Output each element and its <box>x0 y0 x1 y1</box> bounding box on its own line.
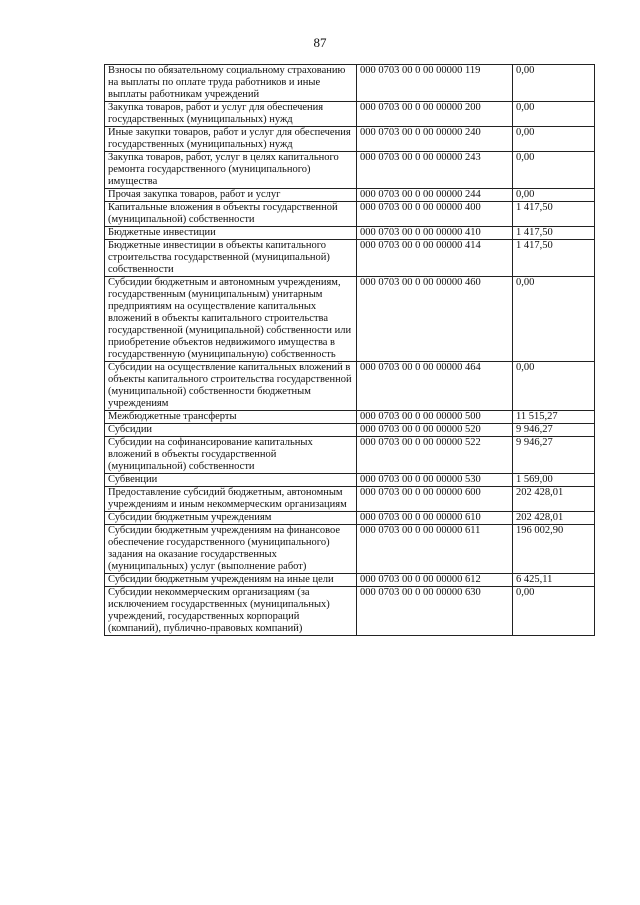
row-name: Бюджетные инвестиции в объекты капитального строительства государственной (муниципальной) собственности <box>105 240 357 277</box>
row-name: Субсидии бюджетным учреждениям на иные цели <box>105 574 357 587</box>
table-row <box>105 587 595 636</box>
row-amount: 0,00 <box>513 362 595 411</box>
table-row <box>105 424 595 437</box>
row-name: Субсидии на осуществление капитальных вложений в объекты капитального строительства государственной (муниципальной) собственности бюджетным учреждениям <box>105 362 357 411</box>
row-code: 000 0703 00 0 00 00000 244 <box>357 189 513 202</box>
table-row <box>105 474 595 487</box>
row-amount: 202 428,01 <box>513 487 595 512</box>
page-number: 87 <box>313 35 327 50</box>
row-code: 000 0703 00 0 00 00000 530 <box>357 474 513 487</box>
table-row <box>105 277 595 362</box>
row-amount: 1 569,00 <box>513 474 595 487</box>
table-row <box>105 65 595 102</box>
table-row <box>105 202 595 227</box>
table-row <box>105 189 595 202</box>
row-code: 000 0703 00 0 00 00000 414 <box>357 240 513 277</box>
row-name: Прочая закупка товаров, работ и услуг <box>105 189 357 202</box>
row-code: 000 0703 00 0 00 00000 460 <box>357 277 513 362</box>
row-name: Бюджетные инвестиции <box>105 227 357 240</box>
row-amount: 1 417,50 <box>513 240 595 277</box>
row-code: 000 0703 00 0 00 00000 240 <box>357 127 513 152</box>
row-name: Субсидии бюджетным и автономным учреждениям, государственным (муниципальным) унитарным предприятиям на осуществление капитальных вложений в объекты капитального строительства государственной (муниципальной) собственности или приобретение объектов недвижимого имущества в государственную (муниципальную) собственность <box>105 277 357 362</box>
table-row <box>105 227 595 240</box>
row-amount: 0,00 <box>513 587 595 636</box>
row-amount: 1 417,50 <box>513 227 595 240</box>
row-amount: 0,00 <box>513 152 595 189</box>
row-code: 000 0703 00 0 00 00000 243 <box>357 152 513 189</box>
table-row <box>105 487 595 512</box>
row-code: 000 0703 00 0 00 00000 520 <box>357 424 513 437</box>
row-name: Субсидии на софинансирование капитальных вложений в объекты государственной (муниципальной) собственности <box>105 437 357 474</box>
table-row <box>105 240 595 277</box>
row-code: 000 0703 00 0 00 00000 119 <box>357 65 513 102</box>
row-name: Закупка товаров, работ и услуг для обеспечения государственных (муниципальных) нужд <box>105 102 357 127</box>
row-amount: 0,00 <box>513 189 595 202</box>
row-amount: 0,00 <box>513 65 595 102</box>
table-row <box>105 102 595 127</box>
table-row <box>105 437 595 474</box>
row-code: 000 0703 00 0 00 00000 612 <box>357 574 513 587</box>
row-name: Взносы по обязательному социальному страхованию на выплаты по оплате труда работников и иные выплаты работникам учреждений <box>105 65 357 102</box>
row-amount: 9 946,27 <box>513 424 595 437</box>
table-row <box>105 512 595 525</box>
row-amount: 1 417,50 <box>513 202 595 227</box>
row-name: Капитальные вложения в объекты государственной (муниципальной) собственности <box>105 202 357 227</box>
budget-table-body <box>105 65 595 636</box>
row-code: 000 0703 00 0 00 00000 611 <box>357 525 513 574</box>
row-code: 000 0703 00 0 00 00000 600 <box>357 487 513 512</box>
row-amount: 0,00 <box>513 127 595 152</box>
row-name: Субсидии некоммерческим организациям (за исключением государственных (муниципальных) учреждений, государственных корпораций (компаний), публично-правовых компаний) <box>105 587 357 636</box>
row-name: Иные закупки товаров, работ и услуг для обеспечения государственных (муниципальных) нужд <box>105 127 357 152</box>
row-amount: 6 425,11 <box>513 574 595 587</box>
row-name: Субсидии <box>105 424 357 437</box>
row-name: Предоставление субсидий бюджетным, автономным учреждениям и иным некоммерческим организациям <box>105 487 357 512</box>
row-amount: 0,00 <box>513 102 595 127</box>
row-code: 000 0703 00 0 00 00000 464 <box>357 362 513 411</box>
budget-table <box>104 64 595 636</box>
row-code: 000 0703 00 0 00 00000 522 <box>357 437 513 474</box>
row-code: 000 0703 00 0 00 00000 630 <box>357 587 513 636</box>
row-code: 000 0703 00 0 00 00000 200 <box>357 102 513 127</box>
table-row <box>105 525 595 574</box>
row-name: Субсидии бюджетным учреждениям на финансовое обеспечение государственного (муниципального) задания на оказание государственных (муниципальных) услуг (выполнение работ) <box>105 525 357 574</box>
row-code: 000 0703 00 0 00 00000 410 <box>357 227 513 240</box>
row-name: Субсидии бюджетным учреждениям <box>105 512 357 525</box>
table-row <box>105 411 595 424</box>
row-name: Субвенции <box>105 474 357 487</box>
row-name: Закупка товаров, работ, услуг в целях капитального ремонта государственного (муниципального) имущества <box>105 152 357 189</box>
row-amount: 196 002,90 <box>513 525 595 574</box>
row-amount: 9 946,27 <box>513 437 595 474</box>
table-row <box>105 127 595 152</box>
row-code: 000 0703 00 0 00 00000 500 <box>357 411 513 424</box>
table-row <box>105 362 595 411</box>
row-code: 000 0703 00 0 00 00000 610 <box>357 512 513 525</box>
row-amount: 202 428,01 <box>513 512 595 525</box>
table-row <box>105 574 595 587</box>
row-amount: 0,00 <box>513 277 595 362</box>
table-row <box>105 152 595 189</box>
row-code: 000 0703 00 0 00 00000 400 <box>357 202 513 227</box>
row-name: Межбюджетные трансферты <box>105 411 357 424</box>
row-amount: 11 515,27 <box>513 411 595 424</box>
